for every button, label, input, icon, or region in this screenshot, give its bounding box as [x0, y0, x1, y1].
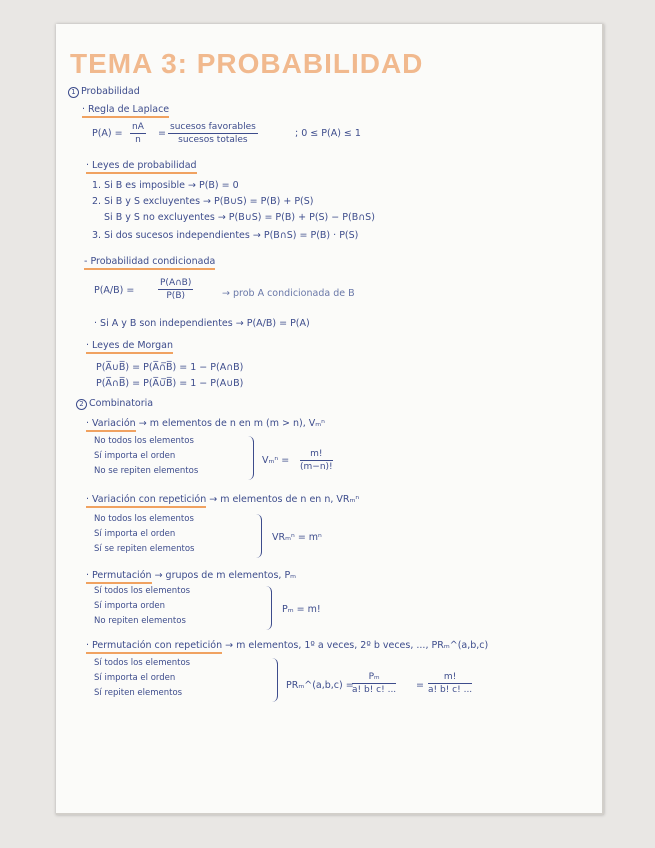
laplace-range: ; 0 ≤ P(A) ≤ 1: [295, 128, 361, 139]
condicionada-fraction: [158, 278, 193, 301]
variacion-label: · Variación: [86, 418, 136, 432]
brace: [272, 658, 278, 702]
laplace-fraction-2: [168, 122, 258, 145]
variacion-desc: → m elementos de n en m (m > n), Vₘⁿ: [138, 418, 325, 429]
ley-2b: Si B y S no excluyentes → P(B∪S) = P(B) + P(S) − P(B∩S): [104, 212, 375, 223]
permutacion-rep-heading: [86, 640, 488, 651]
permutacion-rep-cond-1: Sí todos los elementos: [94, 658, 191, 668]
section-label: Combinatoria: [89, 398, 154, 409]
fraction-numerator: m!: [428, 672, 472, 684]
variacion-cond-1: No todos los elementos: [94, 436, 194, 446]
variacion-fraction: [300, 449, 333, 472]
section-combinatoria: [76, 398, 153, 410]
morgan-label: · Leyes de Morgan: [86, 340, 173, 354]
permutacion-rep-cond-2: Sí importa el orden: [94, 673, 176, 683]
leyes-label: · Leyes de probabilidad: [86, 160, 197, 174]
permutacion-formula: Pₘ = m!: [282, 604, 321, 615]
variacion-cond-2: Sí importa el orden: [94, 451, 176, 461]
morgan-heading: [86, 340, 173, 351]
section-number: 1: [68, 87, 79, 98]
variacion-rep-formula: VRₘⁿ = mⁿ: [272, 532, 322, 543]
permutacion-cond-2: Sí importa orden: [94, 601, 165, 611]
variacion-rep-label: · Variación con repetición: [86, 494, 206, 508]
fraction-numerator: P(A∩B): [160, 278, 192, 288]
permutacion-cond-3: No repiten elementos: [94, 616, 186, 626]
condicionada-label: - Probabilidad condicionada: [84, 256, 215, 270]
ley-3: 3. Si dos sucesos independientes → P(B∩S) = P(B) · P(S): [92, 230, 359, 241]
laplace-heading: [82, 104, 169, 115]
fraction-denominator: n: [135, 135, 141, 145]
fraction-denominator: (m−n)!: [300, 462, 333, 472]
permutacion-rep-cond-3: Sí repiten elementos: [94, 688, 183, 698]
section-probabilidad: [68, 86, 140, 98]
condicionada-heading: [84, 256, 215, 267]
ley-1: 1. Si B es imposible → P(B) = 0: [92, 180, 239, 191]
permutacion-rep-desc: → m elementos, 1º a veces, 2º b veces, ..., PRₘ^(a,b,c): [225, 640, 489, 651]
fraction-denominator: a! b! c! ...: [352, 685, 397, 695]
variacion-rep-heading: [86, 494, 359, 505]
fraction-numerator: m!: [300, 449, 333, 461]
permutacion-rep-fraction-2: [428, 672, 472, 695]
fraction-numerator: Pₘ: [352, 672, 396, 684]
fraction-denominator: P(B): [166, 291, 185, 301]
brace: [248, 436, 254, 480]
permutacion-desc: → grupos de m elementos, Pₘ: [154, 570, 297, 581]
laplace-label: · Regla de Laplace: [82, 104, 169, 118]
leyes-heading: [86, 160, 197, 171]
variacion-cond-3: No se repiten elementos: [94, 466, 199, 476]
permutacion-cond-1: Sí todos los elementos: [94, 586, 191, 596]
morgan-1: P(A̅∪B̅) = P(A̅∩̅B̅) = 1 − P(A∩B): [96, 362, 244, 373]
variacion-heading: [86, 418, 325, 429]
permutacion-rep-lhs: PRₘ^(a,b,c) =: [286, 680, 354, 691]
variacion-lhs: Vₘⁿ =: [262, 455, 290, 466]
condicionada-lhs: P(A/B) =: [94, 285, 135, 296]
fraction-numerator: nA: [132, 122, 144, 132]
brace: [256, 514, 262, 558]
section-label: Probabilidad: [81, 86, 140, 97]
condicionada-note: → prob A condicionada de B: [222, 288, 355, 299]
laplace-lhs: P(A) =: [92, 128, 123, 139]
permutacion-rep-equals: =: [416, 680, 424, 691]
variacion-rep-desc: → m elementos de n en n, VRₘⁿ: [209, 494, 360, 505]
laplace-equals: =: [158, 128, 166, 139]
fraction-denominator: sucesos totales: [178, 135, 248, 145]
permutacion-heading: [86, 570, 296, 581]
brace: [266, 586, 272, 630]
permutacion-rep-label: · Permutación con repetición: [86, 640, 222, 654]
laplace-fraction-1: [130, 122, 146, 145]
morgan-2: P(A̅∩B̅) = P(A̅∪̅B̅) = 1 − P(A∪B): [96, 378, 244, 389]
page-title: TEMA 3: PROBABILIDAD: [70, 48, 424, 79]
fraction-denominator: a! b! c! ...: [428, 685, 473, 695]
fraction-numerator: sucesos favorables: [170, 122, 256, 132]
permutacion-label: · Permutación: [86, 570, 152, 584]
variacion-rep-cond-3: Sí se repiten elementos: [94, 544, 195, 554]
variacion-rep-cond-2: Sí importa el orden: [94, 529, 176, 539]
ley-2: 2. Si B y S excluyentes → P(B∪S) = P(B) + P(S): [92, 196, 314, 207]
variacion-rep-cond-1: No todos los elementos: [94, 514, 194, 524]
condicionada-independientes: · Si A y B son independientes → P(A/B) = P(A): [94, 318, 310, 329]
section-number: 2: [76, 399, 87, 410]
permutacion-rep-fraction-1: [352, 672, 396, 695]
